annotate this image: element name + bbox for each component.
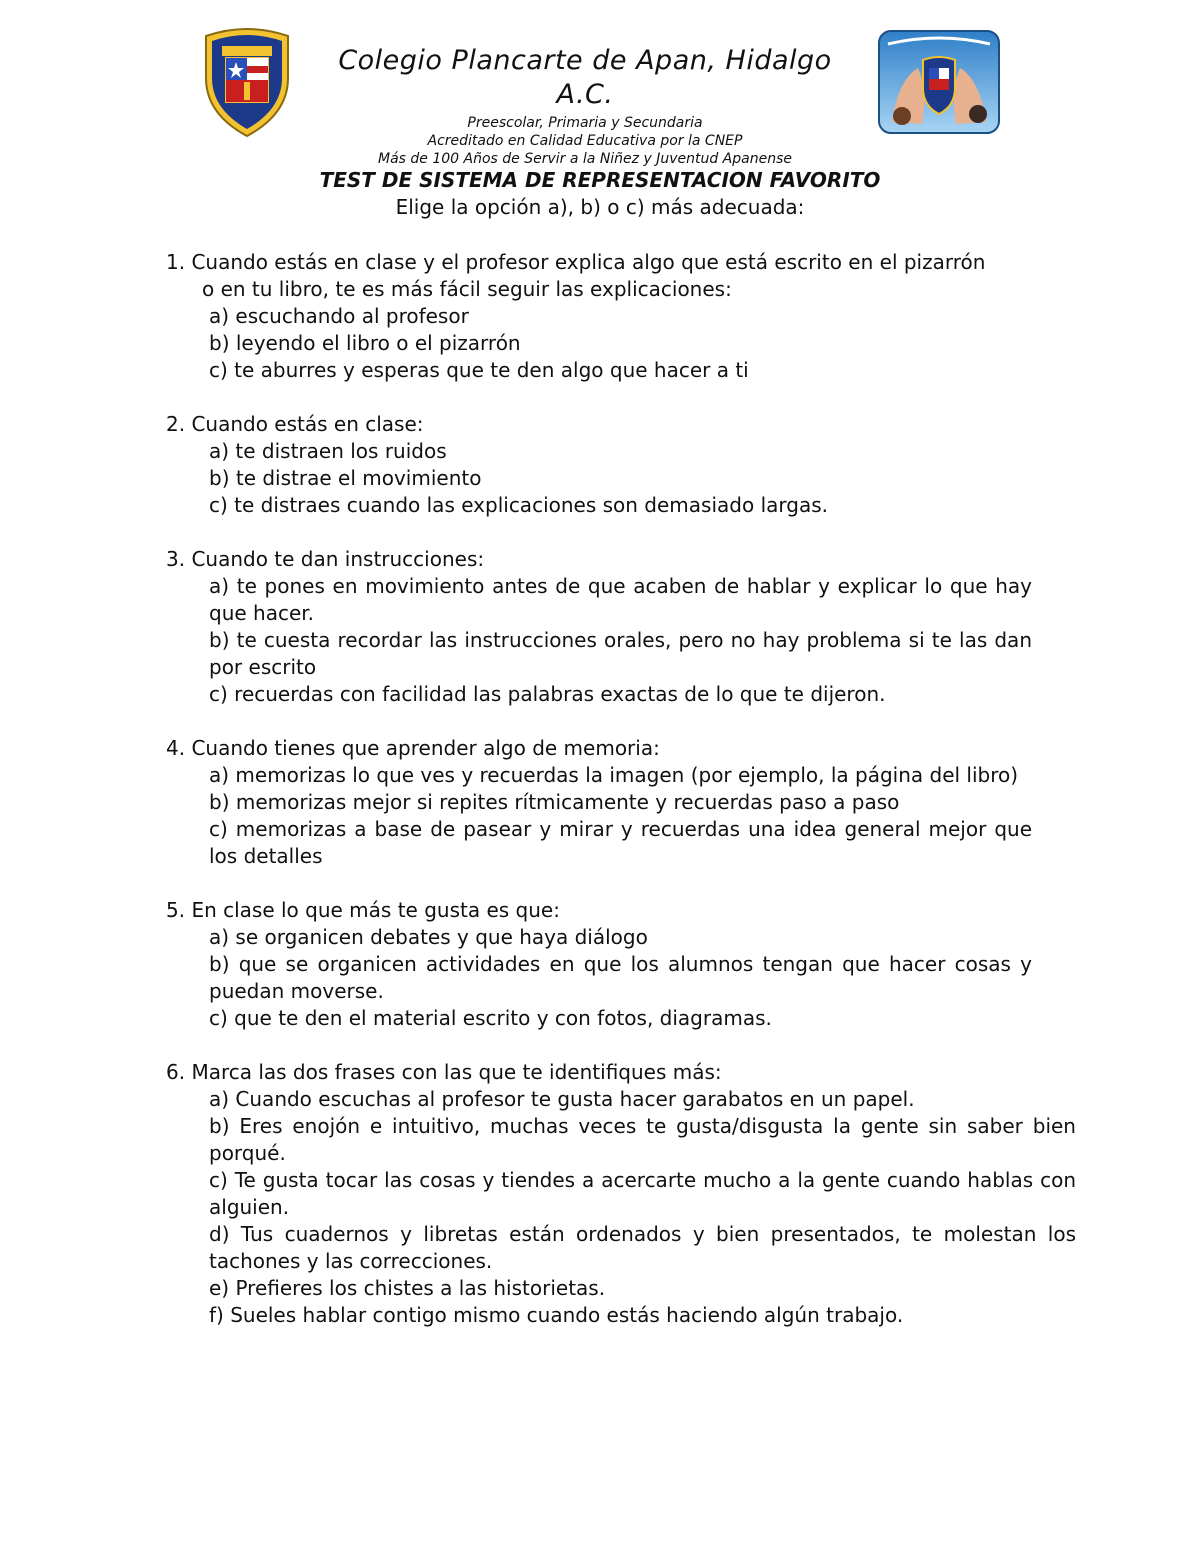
option-f: f) Sueles hablar contigo mismo cuando estás haciendo algún trabajo. [209, 1303, 904, 1327]
option-b: b) memorizas mejor si repites rítmicamente y recuerdas paso a paso [209, 790, 900, 814]
option-a: a) Cuando escuchas al profesor te gusta hacer garabatos en un papel. [209, 1087, 915, 1111]
question-stem: 6. Marca las dos frases con las que te identifiques más: [166, 1060, 722, 1084]
instructions: Elige la opción a), b) o c) más adecuada: [395, 195, 805, 219]
option-b: b) te distrae el movimiento [209, 466, 482, 490]
question-3 [166, 546, 1076, 708]
option-a: a) memorizas lo que ves y recuerdas la imagen (por ejemplo, la página del libro) [209, 763, 1019, 787]
school-accreditation: Acreditado en Calidad Educativa por la CNEP [427, 133, 743, 149]
option-b: b) leyendo el libro o el pizarrón [209, 331, 521, 355]
option-a: a) te pones en movimiento antes de que acaben de hablar y explicar lo que hay que hacer. [209, 574, 1032, 625]
option-b: b) Eres enojón e intuitivo, muchas veces te gusta/disgusta la gente sin saber bien porqué. [209, 1114, 1076, 1165]
question-stem-continuation: o en tu libro, te es más fácil seguir las explicaciones: [202, 277, 732, 301]
question-2 [166, 411, 1076, 519]
test-title: TEST DE SISTEMA DE REPRESENTACION FAVORITO [319, 168, 881, 192]
school-name: Colegio Plancarte de Apan, Hidalgo [338, 45, 832, 76]
school-emblem-logo [878, 30, 1000, 134]
option-b: b) te cuesta recordar las instrucciones orales, pero no hay problema si te las dan por escrito [209, 628, 1032, 679]
option-a: a) escuchando al profesor [209, 304, 469, 328]
question-5 [166, 897, 1076, 1032]
school-crest-logo [200, 26, 294, 138]
option-c: c) Te gusta tocar las cosas y tiendes a acercarte mucho a la gente cuando hablas con alguien. [209, 1168, 1076, 1219]
question-4 [166, 735, 1076, 870]
option-a: a) te distraen los ruidos [209, 439, 447, 463]
question-stem-text: 1. Cuando estás en clase y el profesor explica algo que está escrito en el pizarrón [166, 250, 986, 274]
question-stem: 2. Cuando estás en clase: [166, 412, 424, 436]
school-suffix: A.C. [556, 79, 614, 110]
option-a: a) se organicen debates y que haya diálogo [209, 925, 648, 949]
option-c: c) recuerdas con facilidad las palabras exactas de lo que te dijeron. [209, 682, 886, 706]
question-1 [166, 249, 1076, 384]
question-stem: 3. Cuando te dan instrucciones: [166, 547, 485, 571]
option-e: e) Prefieres los chistes a las historietas. [209, 1276, 606, 1300]
option-c: c) te distraes cuando las explicaciones son demasiado largas. [209, 493, 828, 517]
option-b: b) que se organicen actividades en que los alumnos tengan que hacer cosas y puedan moverse. [209, 952, 1032, 1003]
option-d: d) Tus cuadernos y libretas están ordenados y bien presentados, te molestan los tachones y las correcciones. [209, 1222, 1076, 1273]
document-header [300, 44, 870, 168]
option-c: c) memorizas a base de pasear y mirar y recuerdas una idea general mejor que los detalles [209, 817, 1032, 868]
option-c: c) que te den el material escrito y con fotos, diagramas. [209, 1006, 772, 1030]
question-list [166, 249, 1076, 1356]
school-levels: Preescolar, Primaria y Secundaria [467, 115, 703, 131]
question-stem [166, 249, 1032, 303]
school-motto: Más de 100 Años de Servir a la Niñez y Juventud Apanense [378, 151, 792, 167]
option-c: c) te aburres y esperas que te den algo que hacer a ti [209, 358, 749, 382]
question-6 [166, 1059, 1076, 1329]
question-stem: 5. En clase lo que más te gusta es que: [166, 898, 560, 922]
question-stem: 4. Cuando tienes que aprender algo de memoria: [166, 736, 660, 760]
